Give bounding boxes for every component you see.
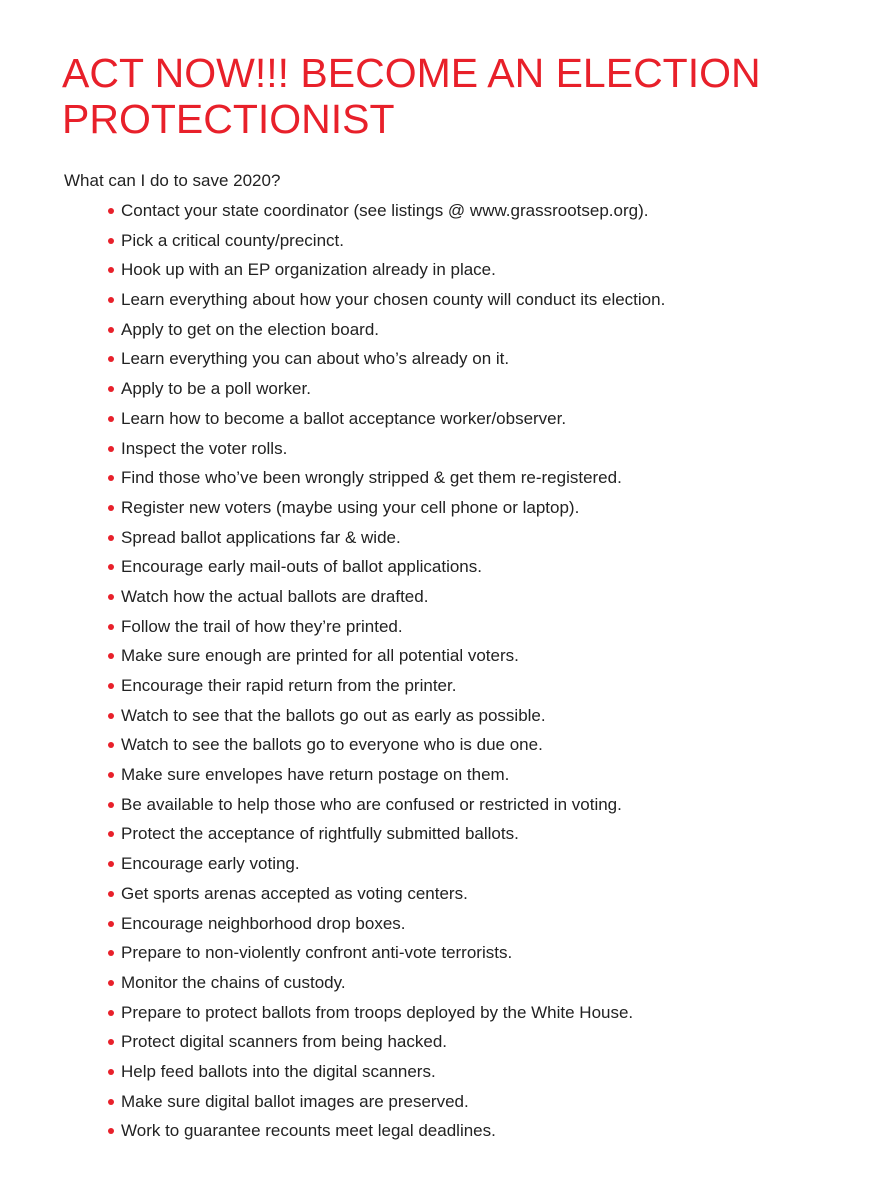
action-list [108, 199, 665, 1149]
bullet-icon [108, 327, 114, 333]
bullet-icon [108, 505, 114, 511]
list-item-text: Protect the acceptance of rightfully submitted ballots. [121, 824, 519, 844]
list-item [108, 1119, 665, 1149]
list-item-text: Apply to get on the election board. [121, 319, 380, 339]
bullet-icon [108, 742, 114, 748]
list-item [108, 733, 665, 763]
title-line-1: ACT NOW!!! BECOME AN ELECTION [62, 50, 761, 96]
bullet-icon [108, 921, 114, 927]
list-item [108, 763, 665, 793]
list-item-text: Encourage their rapid return from the printer. [121, 676, 457, 695]
bullet-icon [108, 624, 114, 630]
list-item-text: Make sure envelopes have return postage on them. [121, 765, 510, 785]
list-item-text: Hook up with an EP organization already in place. [121, 260, 496, 280]
list-item-text: Register new voters (maybe using your cell phone or laptop). [121, 497, 580, 517]
list-item [108, 555, 665, 585]
title-line-2: PROTECTIONIST [62, 96, 395, 142]
bullet-icon [108, 950, 114, 956]
list-item-text: Help feed ballots into the digital scanners. [121, 1061, 436, 1081]
list-item [108, 882, 665, 912]
list-item-text: Prepare to non-violently confront anti-vote terrorists. [121, 943, 513, 963]
list-item-text: Make sure enough are printed for all potential voters. [121, 646, 519, 666]
list-item [108, 585, 665, 615]
list-item-text: Watch how the actual ballots are drafted. [121, 586, 429, 606]
list-item [108, 437, 665, 467]
bullet-icon [108, 772, 114, 778]
list-item-text: Prepare to protect ballots from troops deployed by the White House. [121, 1002, 634, 1022]
list-item-text: Be available to help those who are confused or restricted in voting. [121, 794, 622, 814]
bullet-icon [108, 1128, 114, 1134]
list-item-text: Follow the trail of how they’re printed. [121, 616, 403, 636]
bullet-icon [108, 683, 114, 689]
bullet-icon [108, 1039, 114, 1045]
bullet-icon [108, 267, 114, 273]
list-item-text: Get sports arenas accepted as voting centers. [121, 883, 468, 903]
list-item [108, 229, 665, 259]
list-item-text: Watch to see the ballots go to everyone who is due one. [121, 735, 543, 755]
list-item [108, 526, 665, 556]
list-item-text: Learn how to become a ballot acceptance worker/observer. [121, 408, 567, 428]
bullet-icon [108, 653, 114, 659]
bullet-icon [108, 802, 114, 808]
list-item [108, 1090, 665, 1120]
list-item-text: Make sure digital ballot images are preserved. [121, 1091, 469, 1111]
list-item-text: Protect digital scanners from being hacked. [121, 1032, 448, 1052]
list-item [108, 941, 665, 971]
list-item-text: Monitor the chains of custody. [121, 972, 346, 992]
list-item-text: Learn everything about how your chosen county will conduct its election. [121, 290, 666, 310]
bullet-icon [108, 238, 114, 244]
bullet-icon [108, 831, 114, 837]
list-item-text: Watch to see that the ballots go out as early as possible. [121, 705, 546, 725]
list-item-text: Find those who’ve been wrongly stripped & get them re-registered. [121, 468, 622, 488]
bullet-icon [108, 297, 114, 303]
list-item [108, 704, 665, 734]
bullet-icon [108, 1010, 114, 1016]
list-item [108, 407, 665, 437]
list-item [108, 1001, 665, 1031]
list-item [108, 674, 665, 704]
bullet-icon [108, 861, 114, 867]
list-item [108, 644, 665, 674]
bullet-icon [108, 564, 114, 570]
bullet-icon [108, 356, 114, 362]
list-item [108, 466, 665, 496]
bullet-icon [108, 891, 114, 897]
list-item-text: Work to guarantee recounts meet legal deadlines. [121, 1121, 496, 1141]
bullet-icon [108, 386, 114, 392]
list-item [108, 377, 665, 407]
list-item-text: Encourage early mail-outs of ballot applications. [121, 557, 482, 577]
bullet-icon [108, 713, 114, 719]
bullet-icon [108, 1069, 114, 1075]
bullet-icon [108, 1099, 114, 1105]
list-item-text: Apply to be a poll worker. [121, 379, 311, 399]
list-item [108, 1030, 665, 1060]
list-item [108, 822, 665, 852]
bullet-icon [108, 446, 114, 452]
bullet-icon [108, 475, 114, 481]
list-item [108, 615, 665, 645]
list-item-text: Encourage neighborhood drop boxes. [121, 913, 406, 933]
bullet-icon [108, 208, 114, 214]
bullet-icon [108, 594, 114, 600]
list-item [108, 852, 665, 882]
bullet-icon [108, 416, 114, 422]
bullet-icon [108, 535, 114, 541]
list-item [108, 793, 665, 823]
list-item [108, 912, 665, 942]
list-item-text: Spread ballot applications far & wide. [121, 527, 401, 547]
list-item-text: Learn everything you can about who’s already on it. [121, 349, 510, 369]
intro-question: What can I do to save 2020? [64, 171, 281, 190]
list-item [108, 199, 665, 229]
list-item [108, 347, 665, 377]
list-item-text: Pick a critical county/precinct. [121, 230, 344, 250]
page-title [62, 50, 862, 142]
list-item-text: Inspect the voter rolls. [121, 438, 288, 458]
list-item-text: Contact your state coordinator (see listings @ www.grassrootsep.org). [121, 201, 649, 220]
list-item-text: Encourage early voting. [121, 854, 300, 874]
list-item [108, 258, 665, 288]
list-item [108, 971, 665, 1001]
bullet-icon [108, 980, 114, 986]
list-item [108, 496, 665, 526]
list-item [108, 318, 665, 348]
list-item [108, 288, 665, 318]
list-item [108, 1060, 665, 1090]
